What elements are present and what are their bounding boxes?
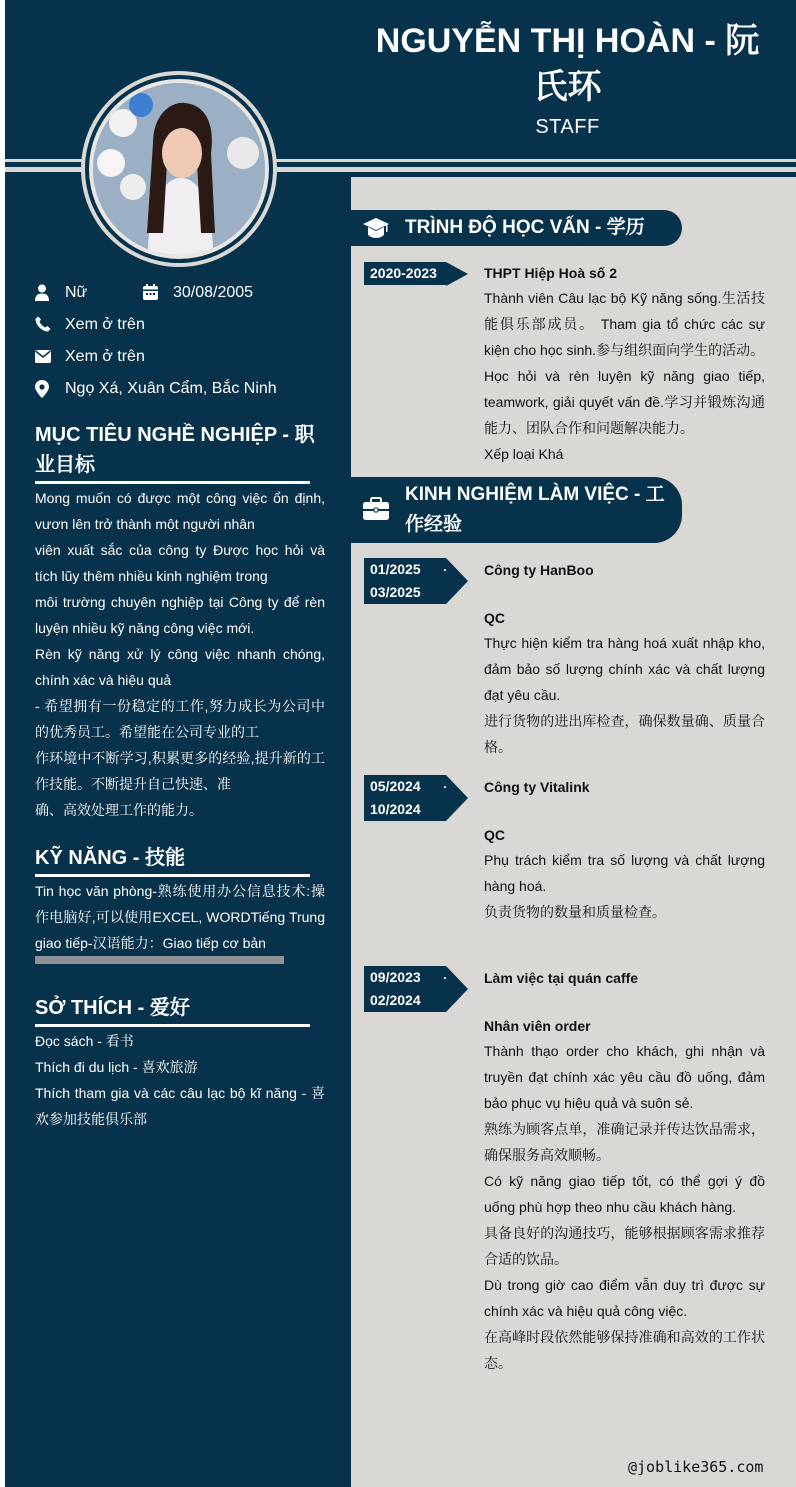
avatar bbox=[93, 83, 265, 255]
calendar-icon bbox=[143, 284, 159, 302]
job-company: Công ty Vitalink bbox=[484, 779, 590, 795]
section-divider bbox=[35, 874, 310, 877]
job-role: QC bbox=[484, 610, 505, 626]
education-date: 2020-2023 bbox=[364, 262, 446, 285]
job-date: 05/2024 10/2024 - bbox=[364, 775, 446, 821]
envelope-icon bbox=[35, 348, 51, 366]
candidate-position: STAFF bbox=[535, 116, 600, 138]
list-item: Thích đi du lịch - 喜欢旅游 bbox=[35, 1059, 198, 1075]
user-icon bbox=[35, 284, 51, 302]
section-divider bbox=[35, 481, 310, 484]
education-school: THPT Hiệp Hoà số 2 bbox=[484, 265, 618, 281]
objective-title: MỤC TIÊU NGHỀ NGHIỆP - 职业目标 bbox=[35, 424, 315, 476]
job-role: Nhân viên order bbox=[484, 1018, 591, 1034]
graduation-cap-icon bbox=[363, 215, 389, 241]
job-details: Phụ trách kiểm tra số lượng và chất lượng hàng hoá. 负责货物的数量和质量检查。 bbox=[484, 852, 765, 920]
contact-email: Xem ở trên bbox=[35, 348, 325, 368]
skill-level-bar bbox=[35, 956, 284, 964]
sidebar bbox=[5, 177, 351, 1487]
objective-text: Mong muốn có được một công việc ổn định, vươn lên trở thành một người nhân viên xuất sắc của công ty Được học hỏi và tích lũy thêm nhiều kinh nghiệm trong môi trường chuyên nghiệp tại Công ty để rèn luyện nhiều kỹ năng công việc mới. Rèn kỹ năng xử lý công việc nhanh chóng, chính xác và hiệu quả - 希望拥有一份稳定的工作,努力成长为公司中的优秀员工。希望能在公司专业的工 作环境中不断学习,积累更多的经验,提升新的工作技能。不断提升自己快速、准 确、高效处理工作的能力。 bbox=[35, 490, 325, 818]
list-item: Đọc sách - 看书 bbox=[35, 1033, 134, 1049]
map-pin-icon bbox=[35, 380, 51, 398]
section-divider bbox=[35, 1024, 310, 1027]
experience-heading: KINH NGHIỆM LÀM VIỆC - 工作经验 bbox=[351, 477, 682, 543]
job-date: 01/2025 03/2025 - bbox=[364, 558, 446, 604]
hobbies-title: SỞ THÍCH - 爱好 bbox=[35, 997, 190, 1019]
hobbies-list bbox=[35, 1028, 325, 1132]
phone-icon bbox=[35, 316, 51, 334]
skills-text: Tin học văn phòng-熟练使用办公信息技术:操作电脑好,可以使用EXCEL, WORDTiếng Trung giao tiếp-汉语能力：Giao tiếp cơ bản bbox=[35, 883, 325, 951]
education-heading: TRÌNH ĐỘ HỌC VẤN - 学历 bbox=[351, 210, 682, 246]
job-company: Công ty HanBoo bbox=[484, 562, 594, 578]
contact-gender: Nữ bbox=[35, 284, 145, 304]
watermark: @joblike365.com bbox=[628, 1458, 764, 1476]
job-company: Làm việc tại quán caffe bbox=[484, 970, 639, 986]
skills-title: KỸ NĂNG - 技能 bbox=[35, 847, 185, 869]
job-details: Thành thạo order cho khách, ghi nhận và truyền đạt chính xác yêu cầu đồ uống, đảm bảo phục vụ hiệu quả và suôn sẻ. 熟练为顾客点单，准确记录并传达饮品需求，确保服务高效顺畅。 Có kỹ năng giao tiếp tốt, có thể gợi ý đồ uống phù hợp theo nhu cầu khách hàng. 具备良好的沟通技巧，能够根据顾客需求推荐合适的饮品。 Dù trong giờ cao điểm vẫn duy trì được sự chính xác và hiệu quả công việc. 在高峰时段依然能够保持准确和高效的工作状态。 bbox=[484, 1043, 765, 1371]
list-item: Thích tham gia và các câu lạc bộ kĩ năng - 喜欢参加技能俱乐部 bbox=[35, 1085, 325, 1127]
job-details: Thực hiện kiểm tra hàng hoá xuất nhập kho, đảm bảo số lượng chính xác và chất lượng đạt yêu cầu. 进行货物的进出库检查，确保数量确、质量合格。 bbox=[484, 635, 765, 755]
job-date: 09/2023 02/2024 - bbox=[364, 966, 446, 1012]
briefcase-icon bbox=[363, 497, 389, 523]
contact-birthdate: 30/08/2005 bbox=[143, 284, 323, 304]
education-details: Thành viên Câu lạc bộ Kỹ năng sống.生活技能俱乐部成员。 Tham gia tổ chức các sự kiện cho học sinh.参与组织面向学生的活动。 Học hỏi và rèn luyện kỹ năng giao tiếp, teamwork, giải quyết vấn đề.学习并锻炼沟通能力、团队合作和问题解决能力。 Xếp loại Khá bbox=[484, 290, 765, 462]
contact-address: Ngọ Xá, Xuân Cẩm, Bắc Ninh bbox=[35, 380, 335, 400]
job-role: QC bbox=[484, 827, 505, 843]
resume-page bbox=[5, 0, 796, 1487]
candidate-name: NGUYỄN THỊ HOÀN - 阮氏环 bbox=[375, 22, 760, 106]
contact-phone: Xem ở trên bbox=[35, 316, 325, 336]
